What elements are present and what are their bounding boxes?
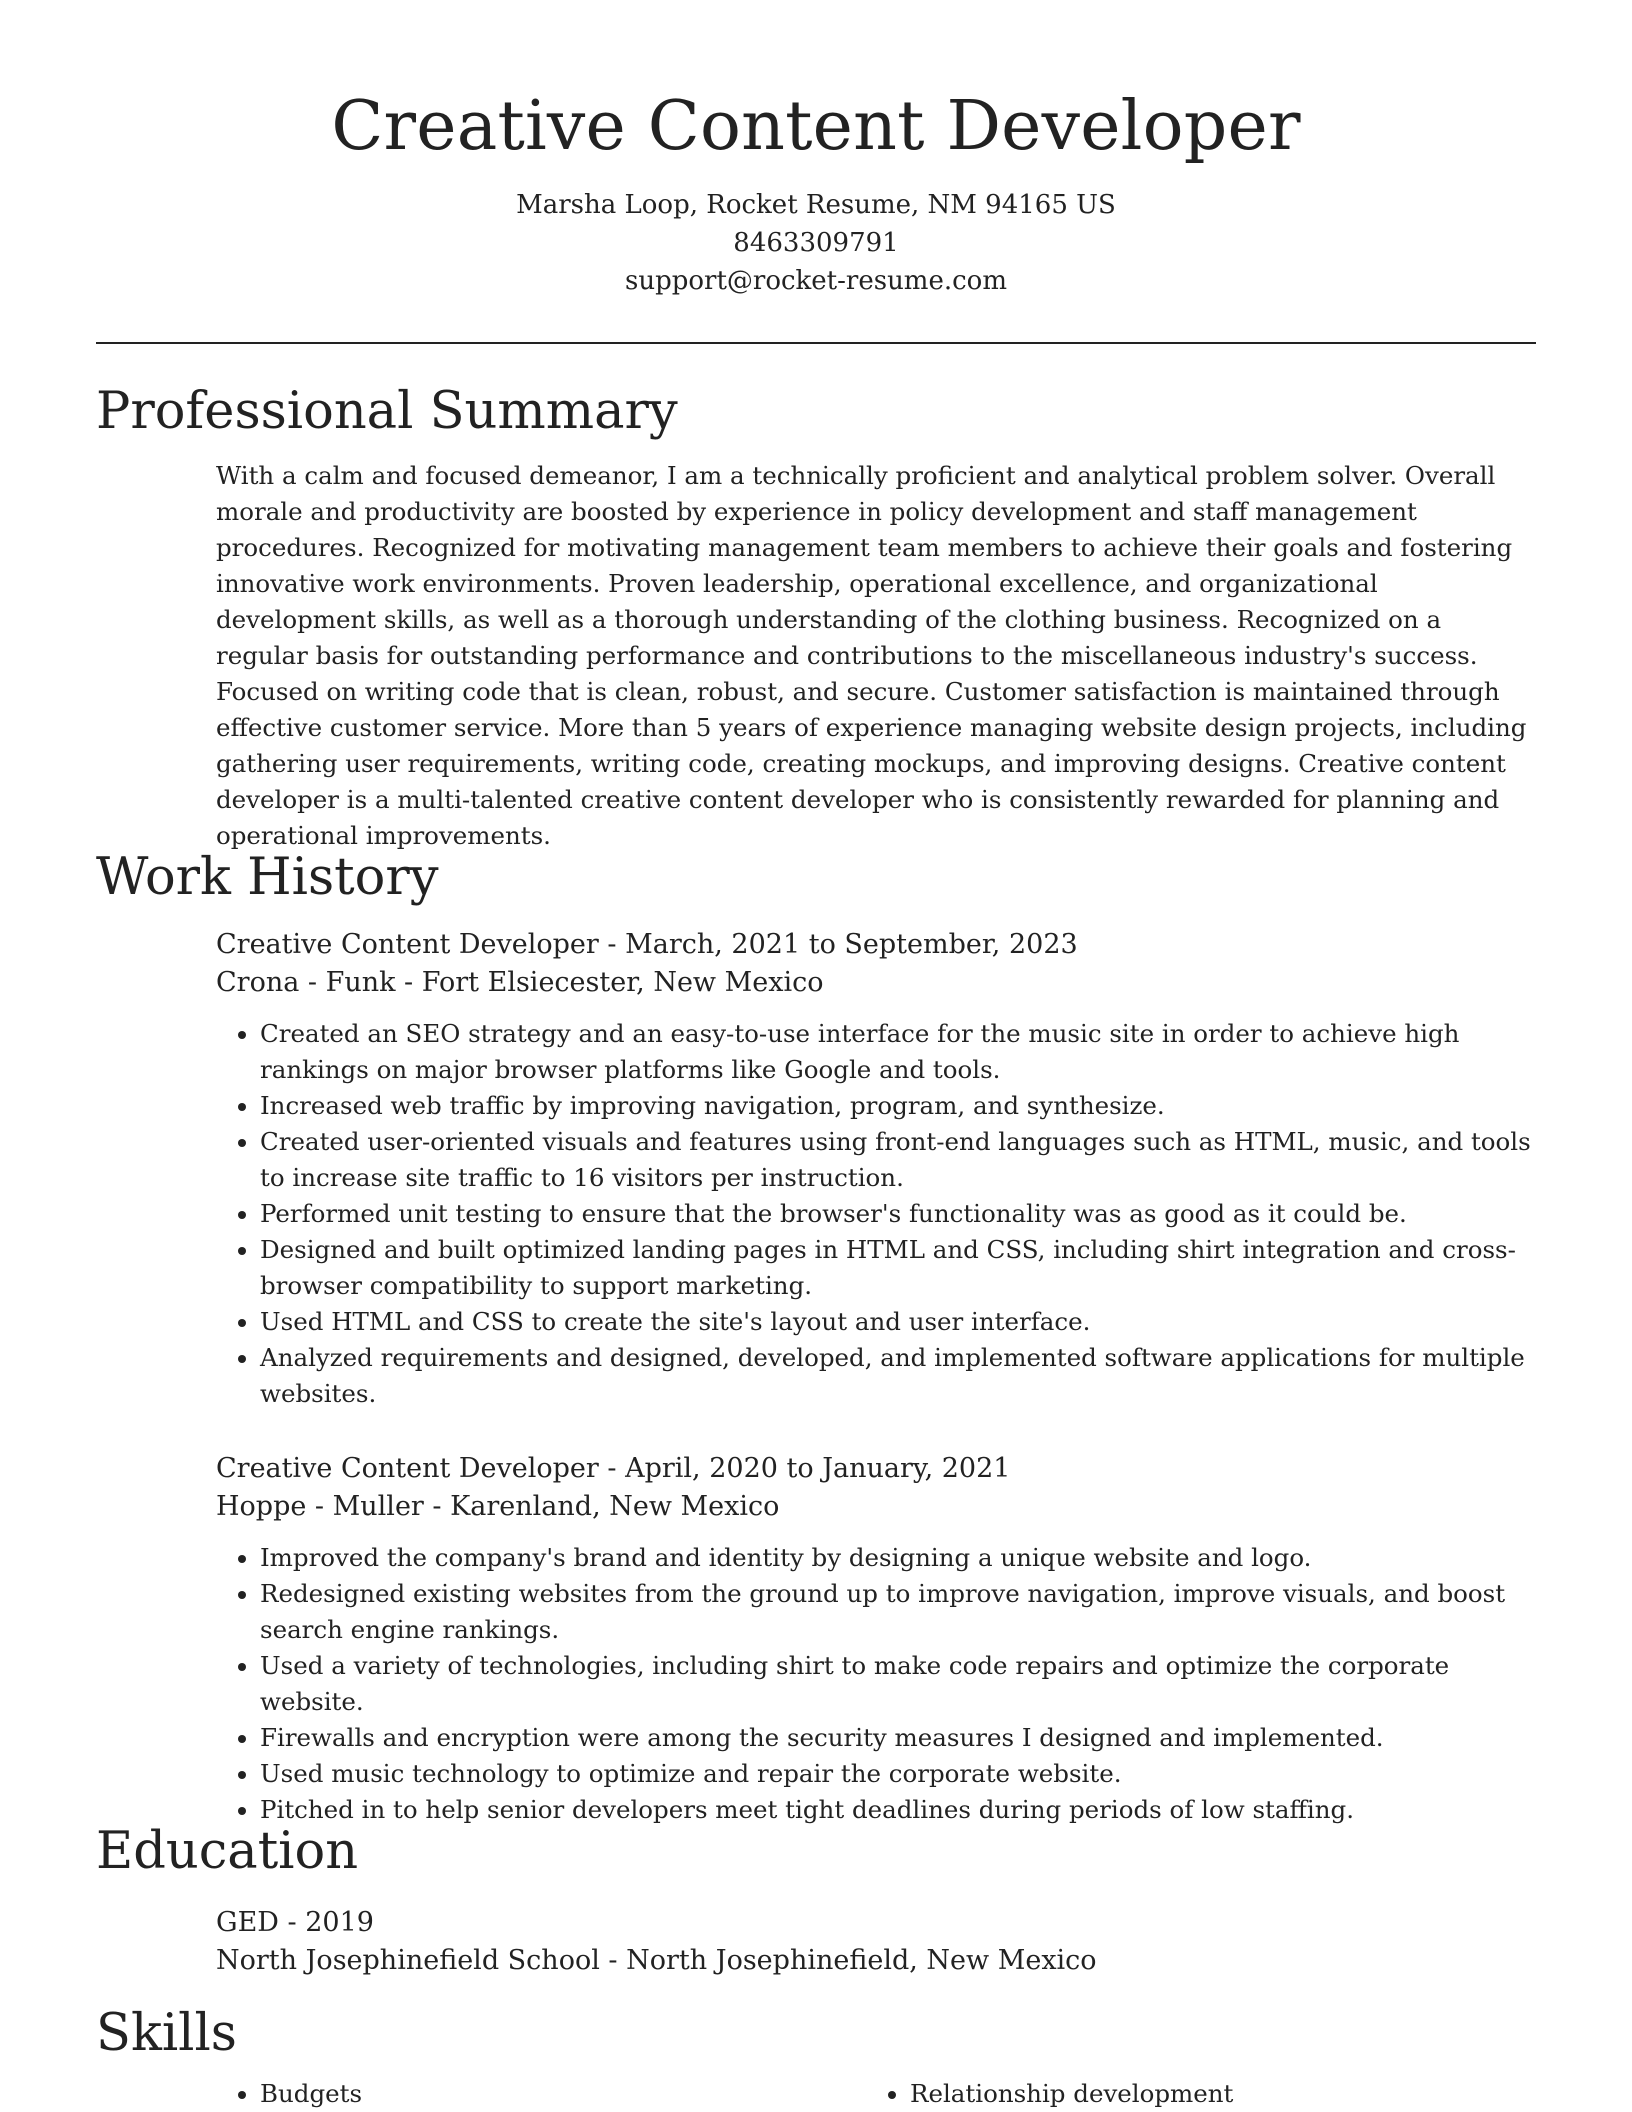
section-title-education: Education [96,1822,359,1881]
contact-address: Marsha Loop, Rocket Resume, NM 94165 US [516,190,1116,220]
skills-list [216,2076,1536,2112]
job-location: - Karenland, New Mexico [423,1491,780,1522]
education-degree: GED [216,1907,279,1938]
header-divider [96,342,1536,344]
list-item: • Analyzed requirements and designed, developed, and implemented software applications for multiple websites. [260,1340,1536,1412]
job-dates: - March, 2021 to September, 2023 [598,929,1078,960]
section-title-work: Work History [96,848,439,907]
education-location: - North Josephinefield, New Mexico [599,1945,1097,1976]
skills-column-right [866,2076,1516,2112]
job-company-line [216,964,1536,1002]
list-item: • Used music technology to optimize and repair the corporate website. [260,1756,1536,1792]
job-bullets [216,1540,1536,1828]
list-item: • Designed and built optimized landing pages in HTML and CSS, including shirt integration and cross-browser compatibility to support marketing. [260,1232,1536,1304]
job-entry [216,1450,1536,1828]
education-degree-line [216,1904,1536,1942]
list-item: • Performed unit testing to ensure that the browser's functionality was as good as it could be. [260,1196,1536,1232]
job-company: Crona - Funk [216,967,396,998]
job-heading [216,926,1536,964]
section-title-skills: Skills [96,2004,237,2063]
section-title-summary: Professional Summary [96,382,678,441]
job-company: Hoppe - Muller [216,1491,424,1522]
list-item: • Redesigned existing websites from the ground up to improve navigation, improve visuals, and boost search engine rankings. [260,1576,1536,1648]
list-item: • Created an SEO strategy and an easy-to-use interface for the music site in order to achieve high rankings on major browser platforms like Google and tools. [260,1016,1536,1088]
summary-text: With a calm and focused demeanor, I am a technically proficient and analytical problem solver. Overall morale and productivity are boosted by experience in policy development and staff management procedures. Recognized for motivating management team members to achieve their goals and fostering innovative work environments. Proven leadership, operational excellence, and organizational development skills, as well as a thorough understanding of the clothing business. Recognized on a regular basis for outstanding performance and contributions to the miscellaneous industry's success. Focused on writing code that is clean, robust, and secure. Customer satisfaction is maintained through effective customer service. More than 5 years of experience managing website design projects, including gathering user requirements, writing code, creating mockups, and improving designs. Creative content developer is a multi-talented creative content developer who is consistently rewarded for planning and operational improvements. [216,461,1527,850]
skills-column-left [216,2076,866,2112]
job-entry [216,926,1536,1412]
job-role: Creative Content Developer [216,929,599,960]
list-item: • Used a variety of technologies, including shirt to make code repairs and optimize the corporate website. [260,1648,1536,1720]
contact-email: support@rocket-resume.com [624,266,1007,296]
education-year: - 2019 [278,1907,374,1938]
job-heading [216,1450,1536,1488]
list-item: • Pitched in to help senior developers meet tight deadlines during periods of low staffing. [260,1792,1536,1828]
job-company-line [216,1488,1536,1526]
list-item: • Relationship development [910,2076,1516,2112]
education-school: North Josephinefield School [216,1945,600,1976]
job-location: - Fort Elsiecester, New Mexico [395,967,824,998]
list-item: • Created user-oriented visuals and features using front-end languages such as HTML, music, and tools to increase site traffic to 16 visitors per instruction. [260,1124,1536,1196]
list-item: • Improved the company's brand and identity by designing a unique website and logo. [260,1540,1536,1576]
resume-header [0,0,1632,300]
job-dates: - April, 2020 to January, 2021 [598,1453,1011,1484]
resume-title: Creative Content Developer [331,87,1301,166]
education-entry [216,1904,1536,1980]
summary-block [216,458,1536,854]
list-item: • Used HTML and CSS to create the site's layout and user interface. [260,1304,1536,1340]
job-bullets [216,1016,1536,1412]
contact-block [0,186,1632,300]
list-item: • Firewalls and encryption were among the security measures I designed and implemented. [260,1720,1536,1756]
contact-phone: 8463309791 [733,228,899,258]
job-role: Creative Content Developer [216,1453,599,1484]
list-item: • Increased web traffic by improving navigation, program, and synthesize. [260,1088,1536,1124]
education-school-line [216,1942,1536,1980]
list-item: • Budgets [260,2076,866,2112]
